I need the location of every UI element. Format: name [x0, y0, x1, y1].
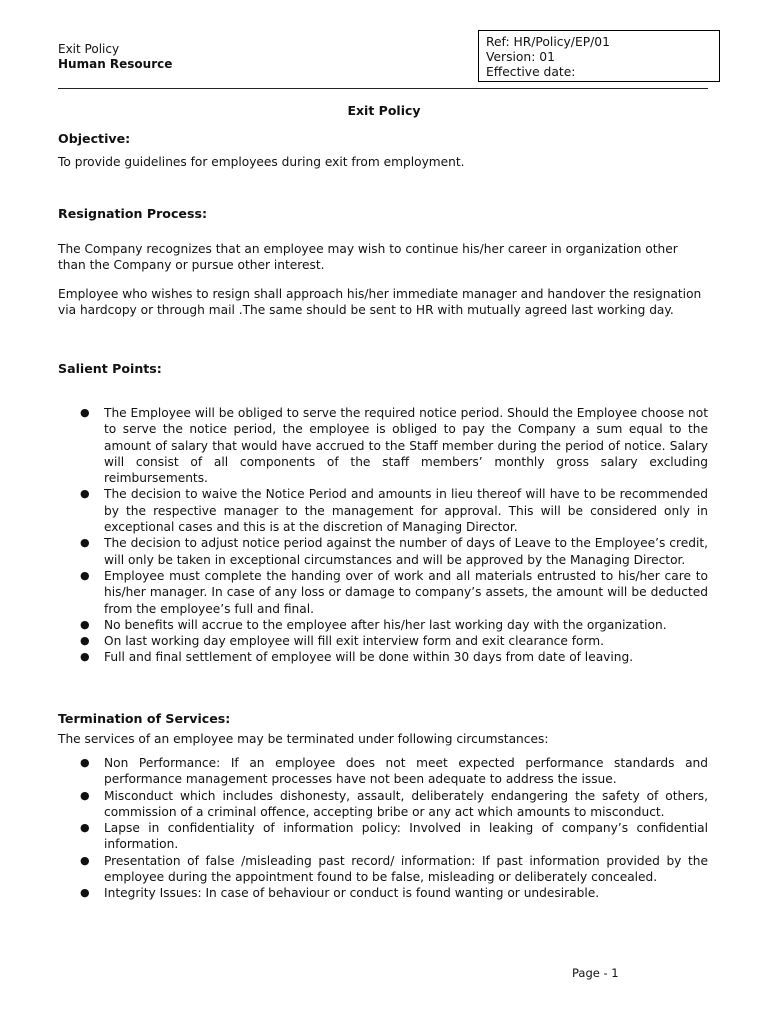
list-item: ● Integrity Issues: In case of behaviour or conduct is found wanting or undesirable.: [80, 886, 600, 901]
bullet-icon: ●: [80, 853, 90, 867]
page-title: Exit Policy: [347, 103, 421, 118]
bullet-icon: ●: [80, 617, 90, 631]
bullet-icon: ●: [80, 821, 90, 835]
bullet-icon: ●: [80, 756, 90, 769]
bullet-icon: ●: [80, 788, 90, 802]
bullet-icon: ●: [80, 406, 90, 419]
ref-number: Ref: HR/Policy/EP/01: [486, 35, 610, 49]
effective-date: Effective date:: [486, 65, 576, 79]
list-item: ● Employee must complete the handing over of work and all materials entrusted to his/her care to his/her manager. In case of any loss or damage to company’s assets, the amount will be deducted from the employee’s full and final.: [80, 568, 708, 616]
bullet-icon: ●: [80, 568, 90, 582]
header-doc-name: Exit Policy: [58, 42, 120, 56]
page-number: Page - 1: [572, 966, 619, 980]
list-item: ● The decision to adjust notice period against the number of days of Leave to the Employee’s credit, will only be taken in exceptional circumstances and will be approved by the Managing Director.: [80, 536, 708, 567]
list-item: ● The Employee will be obliged to serve the required notice period. Should the Employee choose not to serve the notice period, the employee is obliged to pay the Company a sum equal to the amount of salary that would have accrued to the Staff member during the period of notice. Salary will consist of all components of the staff members’ monthly gross salary excluding reimbursements.: [80, 406, 708, 486]
bullet-icon: ●: [80, 487, 90, 501]
resignation-para-1: The Company recognizes that an employee may wish to continue his/her career in organization other than the Company or pursue other interest.: [58, 242, 678, 272]
objective-text: To provide guidelines for employees during exit from employment.: [58, 155, 465, 169]
header-divider: [58, 88, 708, 89]
list-item: ● Presentation of false /misleading past record/ information: If past information provided by the employee during the appointment found to be false, misleading or deliberately concealed.: [80, 853, 708, 885]
bullet-icon: ●: [80, 650, 90, 664]
list-item: ● No benefits will accrue to the employee after his/her last working day with the organization.: [80, 617, 667, 632]
list-item: ● The decision to waive the Notice Period and amounts in lieu thereof will have to be recommended by the respective manager to the management for approval. This will be considered only in exceptional cases and this is at the discretion of Managing Director.: [80, 487, 708, 535]
bullet-icon: ●: [80, 536, 90, 550]
salient-points-list: [58, 405, 708, 666]
list-item: ● Lapse in confidentiality of information policy: Involved in leaking of company’s confidential information.: [80, 821, 708, 852]
list-item: ● Misconduct which includes dishonesty, assault, deliberately endangering the safety of others, commission of a criminal offence, accepting bribe or any act which amounts to misconduct.: [80, 788, 708, 819]
list-item: ● Non Performance: If an employee does not meet expected performance standards and performance management processes have not been adequate to address the issue.: [80, 756, 708, 787]
list-item: ● On last working day employee will fill exit interview form and exit clearance form.: [80, 634, 605, 649]
termination-intro: The services of an employee may be terminated under following circumstances:: [58, 732, 549, 746]
list-item: ● Full and final settlement of employee will be done within 30 days from date of leaving.: [80, 650, 634, 665]
reference-box: [478, 30, 720, 82]
version-number: Version: 01: [486, 50, 555, 64]
resignation-heading: Resignation Process:: [58, 206, 207, 221]
resignation-para-2: Employee who wishes to resign shall approach his/her immediate manager and handover the resignation via hardcopy or through mail .The same should be sent to HR with mutually agreed last working day.: [58, 287, 702, 317]
header-left: [58, 42, 172, 72]
salient-heading: Salient Points:: [58, 361, 162, 376]
header-department: Human Resource: [58, 57, 173, 71]
termination-list: [58, 755, 708, 902]
objective-heading: Objective:: [58, 131, 131, 146]
bullet-icon: ●: [80, 886, 90, 900]
termination-heading: Termination of Services:: [58, 711, 231, 726]
bullet-icon: ●: [80, 634, 90, 648]
